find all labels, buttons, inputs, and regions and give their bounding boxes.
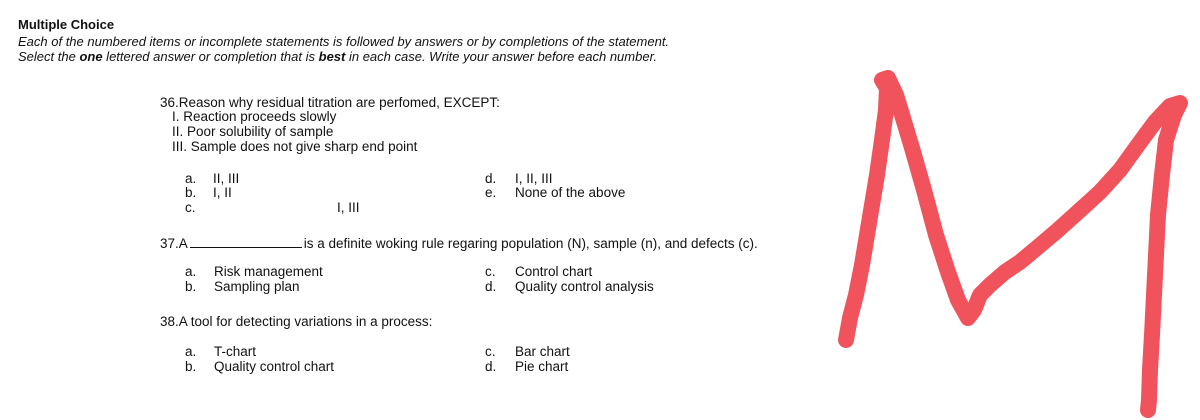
q36-option-d-text: I, II, III bbox=[515, 171, 553, 186]
q36-statement-3: III. Sample does not give sharp end point bbox=[172, 139, 418, 154]
instruction-text: in each case. Write your answer before each number. bbox=[345, 49, 658, 64]
instruction-text: Select the bbox=[18, 49, 80, 64]
q36-option-c-letter: c. bbox=[185, 200, 196, 215]
q36-stem: 36.Reason why residual titration are perfomed, EXCEPT: bbox=[160, 95, 500, 110]
q37-stem bbox=[160, 235, 758, 251]
instruction-text: lettered answer or completion that is bbox=[102, 49, 319, 64]
q37-stem-end: is a definite woking rule regaring population (N), sample (n), and defects (c). bbox=[303, 236, 758, 251]
q37-stem-start: 37.A bbox=[160, 236, 188, 251]
q37-option-c-text: Control chart bbox=[515, 264, 593, 279]
q36-option-a-letter: a. bbox=[185, 171, 197, 186]
annotation-stroke bbox=[846, 78, 1180, 410]
q36-statement-2: II. Poor solubility of sample bbox=[172, 124, 334, 139]
section-title: Multiple Choice bbox=[18, 17, 115, 32]
q38-option-c-text: Bar chart bbox=[515, 344, 570, 359]
q37-option-a-text: Risk management bbox=[214, 264, 323, 279]
q38-option-a-text: T-chart bbox=[214, 344, 257, 359]
q36-option-c-text: I, III bbox=[337, 200, 360, 215]
q36-option-a-text: II, III bbox=[213, 171, 240, 186]
q36-option-d-letter: d. bbox=[485, 171, 497, 186]
q38-option-b-letter: b. bbox=[185, 359, 197, 374]
q38-stem: 38.A tool for detecting variations in a process: bbox=[160, 314, 433, 329]
q37-option-a-letter: a. bbox=[185, 264, 197, 279]
q36-option-b-letter: b. bbox=[185, 185, 197, 200]
q37-option-b-letter: b. bbox=[185, 279, 197, 294]
instruction-line-2 bbox=[18, 49, 657, 64]
instruction-emphasis-one: one bbox=[79, 49, 103, 64]
q37-option-b-text: Sampling plan bbox=[214, 279, 300, 294]
instruction-emphasis-best: best bbox=[318, 49, 346, 64]
q38-option-b-text: Quality control chart bbox=[214, 359, 335, 374]
q36-option-e-text: None of the above bbox=[515, 185, 626, 200]
q37-option-d-text: Quality control analysis bbox=[515, 279, 654, 294]
q38-option-d-letter: d. bbox=[485, 359, 497, 374]
q37-option-d-letter: d. bbox=[485, 279, 497, 294]
q38-option-d-text: Pie chart bbox=[515, 359, 569, 374]
q38-option-c-letter: c. bbox=[485, 344, 496, 359]
q37-option-c-letter: c. bbox=[485, 264, 496, 279]
instruction-line-1: Each of the numbered items or incomplete statements is followed by answers or by completions of the statement. bbox=[18, 34, 670, 49]
q36-statement-1: I. Reaction proceeds slowly bbox=[172, 109, 337, 124]
q36-option-e-letter: e. bbox=[485, 185, 497, 200]
q36-option-b-text: I, II bbox=[213, 185, 232, 200]
answer-blank bbox=[190, 235, 302, 248]
q38-option-a-letter: a. bbox=[185, 344, 197, 359]
